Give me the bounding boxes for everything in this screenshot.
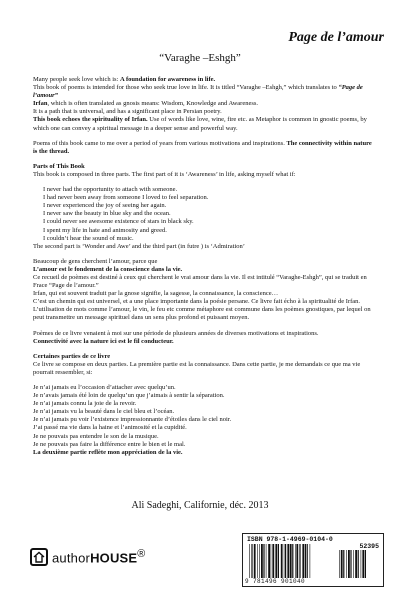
barcode-bar bbox=[268, 544, 270, 578]
barcode-bar bbox=[281, 544, 283, 578]
price-bar bbox=[355, 550, 357, 578]
fr-poems-line: Poèmes de ce livre venaient à moi sur une période de plusieurs années de diverses motivations et inspirations. bbox=[33, 329, 319, 337]
author-signature-line: Ali Sadeghi, Californie, déc. 2013 bbox=[131, 500, 269, 511]
house-icon bbox=[30, 548, 48, 566]
price-bar bbox=[353, 550, 354, 578]
fr-poems-line-bold: Connectivité avec la nature ici est le fil conducteur. bbox=[33, 337, 174, 345]
poem-line: I had never been away from someone I loved to feel separation. bbox=[43, 194, 209, 202]
price-bar bbox=[358, 550, 359, 578]
fr-section bbox=[33, 258, 372, 457]
fr-intro-line: Ce recueil de poèmes est destiné à ceux qui cherchent le vrai amour dans la vie. Il est intitulé “Varaghe-Eshgh”, qui se traduit en Frace “Page de l’amour.” bbox=[33, 273, 367, 290]
barcode-bar bbox=[285, 544, 286, 578]
poem-line: Je n’ai jamais eu l’occasion d’attacher avec quelqu’un. bbox=[33, 384, 176, 391]
barcode-bar bbox=[305, 544, 306, 578]
isbn-number: ISBN 978-1-4969-0104-0 bbox=[247, 536, 333, 543]
barcode-bar bbox=[266, 544, 267, 578]
publisher-name: authorHOUSE® bbox=[52, 548, 146, 566]
barcode-bar bbox=[295, 544, 296, 578]
isbn-barcode bbox=[242, 533, 384, 587]
poem-line: Je ne pouvais pas faire la différence entre le bien et le mal. bbox=[33, 440, 186, 448]
en-intro-line: Irfan, which is often translated as gnosis means: Wisdom, Knowledge and Awareness. bbox=[33, 100, 259, 108]
barcode-bar bbox=[261, 544, 263, 578]
fr-poem bbox=[33, 384, 372, 449]
price-bar bbox=[362, 550, 364, 578]
barcode-bar bbox=[310, 544, 311, 578]
barcode-bar bbox=[278, 544, 279, 578]
barcode-digits: 9 781496 901040 bbox=[245, 578, 306, 585]
price-bar bbox=[361, 550, 362, 578]
price-bar bbox=[341, 550, 343, 578]
barcode-bar bbox=[307, 544, 308, 578]
price-bar bbox=[348, 550, 350, 578]
price-bar bbox=[365, 550, 366, 578]
poem-line: I could never see awesome existence of stars in black sky. bbox=[43, 218, 194, 226]
barcode-bar bbox=[284, 544, 285, 578]
poem-line: Je n’ai jamais connu la joie de la revoir. bbox=[33, 400, 137, 408]
en-poems-line: Poems of this book came to me over a period of years from various motivations and inspirations. The connectivity within nature is the thread. bbox=[33, 139, 372, 155]
fr-intro-line: C’est un chemin qui est universel, et a une place importante dans la poésie persane. Ce livre fait écho à la spiritualité de Irfan. L’utilisation de mots comme l’amour, le vin, le feu etc comme métaphore est commune dans les poèmes gnostiques, par lequel on peut transmettre un message spirituel dans un sens plus profond et puissant moyen. bbox=[33, 298, 371, 322]
barcode-bar bbox=[275, 544, 277, 578]
fr-intro-line: Beaucoup de gens cherchent l’amour, parce que bbox=[33, 257, 158, 265]
en-parts-heading: Parts of This Book bbox=[33, 162, 85, 170]
barcode-bar bbox=[259, 544, 260, 578]
barcode-bar bbox=[271, 544, 272, 578]
poem-line: Je n’ai jamais vu la beauté dans le ciel bleu et l’océan. bbox=[33, 408, 175, 416]
book-title: Page de l’amour bbox=[288, 30, 384, 45]
house-glyph-icon bbox=[33, 551, 45, 563]
barcode-bar bbox=[249, 544, 250, 578]
en-poem bbox=[43, 186, 372, 243]
poem-line: I couldn’t hear the sound of music. bbox=[43, 234, 134, 242]
price-code: 52395 bbox=[359, 543, 379, 550]
en-parts-intro: This book is composed in three parts. The first part of it is ‘Awareness’ in life, asking myself what if: bbox=[33, 170, 296, 178]
fr-intro-line: Irfan, qui est souvent traduit par la gnose signifie, la sagesse, la connaissance, la conscience… bbox=[33, 290, 279, 298]
barcode-bar bbox=[302, 544, 304, 578]
barcode-bar bbox=[292, 544, 293, 578]
barcode-bar bbox=[296, 544, 298, 578]
price-bar bbox=[350, 550, 351, 578]
barcode-bar bbox=[299, 544, 300, 578]
poem-line: J’ai passé ma vie dans la haine et l’animosité et la cupidité. bbox=[33, 424, 187, 432]
poem-line: I never experienced the joy of seeing her again. bbox=[43, 202, 167, 210]
fr-parts-heading: Certaines parties de ce livre bbox=[33, 352, 111, 360]
barcode-bar bbox=[290, 544, 292, 578]
barcode-bar bbox=[287, 544, 289, 578]
fr-parts-intro: Ce livre se compose en deux parties. La première partie est la connaissance. Dans cette partie, je me demandais ce que ma vie pourrait ressembler, si: bbox=[33, 360, 361, 376]
barcode-bar bbox=[251, 544, 252, 578]
description-block bbox=[33, 76, 372, 457]
barcode-bar bbox=[257, 544, 258, 578]
poem-line: I never had the opportunity to attach with someone. bbox=[43, 186, 178, 194]
poem-line: Je n’avais jamais été loin de quelqu’un que j’aimais à sentir la séparation. bbox=[33, 392, 225, 400]
poem-line: I spent my life in hate and animosity and greed. bbox=[43, 226, 167, 234]
en-intro-line: This book echoes the spirituality of Irfan. Use of words like love, wine, fire etc. as Metaphor is common in gnostic poems, by which one can convey a spiritual message in a deeper sense and powerful way. bbox=[33, 116, 367, 132]
barcode-bar bbox=[263, 544, 264, 578]
poem-line: Je n’ai jamais pu voir l’existence impressionnante d’étoiles dans le ciel noir. bbox=[33, 416, 232, 424]
price-bar bbox=[346, 550, 347, 578]
book-subtitle: “Varaghe –Eshgh” bbox=[159, 52, 241, 64]
fr-intro-line: L’amour est le fondement de la conscience dans la vie. bbox=[33, 265, 183, 273]
poem-line: Je ne pouvais pas entendre le son de la musique. bbox=[33, 432, 159, 440]
barcode-bars bbox=[247, 544, 381, 578]
en-intro-line: Many people seek love which is: A foundation for awareness in life. bbox=[33, 76, 216, 83]
en-intro-line: This book of poems is intended for those who seek true love in life. It is titled “Varaghe –Eshgh,” which translates to “Page de l’amour” bbox=[33, 84, 363, 100]
barcode-bar bbox=[254, 544, 256, 578]
en-intro-line: It is a path that is universal, and has a significant place in Persian poetry. bbox=[33, 108, 222, 116]
publisher-logo bbox=[30, 548, 145, 566]
fr-second-part: La deuxième partie reflète mon appréciation de la vie. bbox=[33, 448, 183, 456]
en-second-part: The second part is ‘Wonder and Awe’ and the third part (in futre ) is ‘Admiration’ bbox=[33, 242, 245, 250]
price-bar bbox=[343, 550, 344, 578]
price-bar bbox=[339, 550, 340, 578]
poem-line: I never saw the beauty in blue sky and the ocean. bbox=[43, 210, 171, 218]
barcode-bar bbox=[272, 544, 274, 578]
